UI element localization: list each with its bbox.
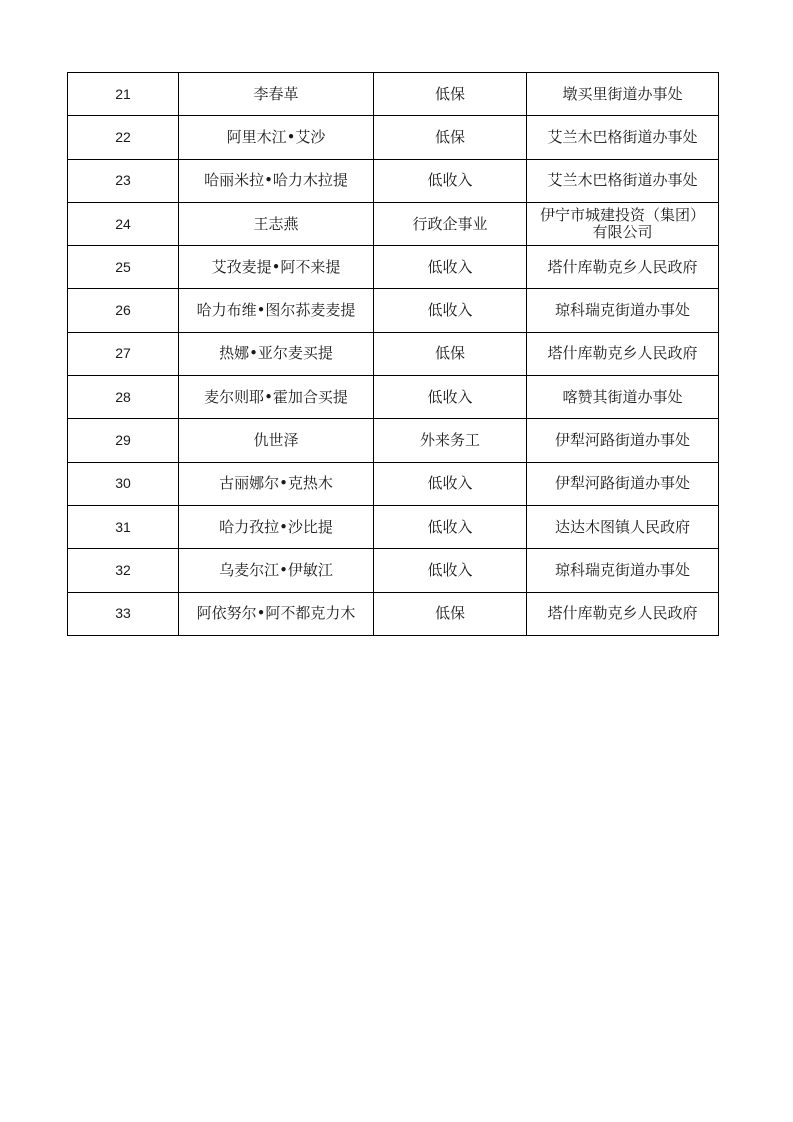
table-row: [68, 462, 719, 505]
unit-line: 伊宁市城建投资（集团）: [539, 206, 705, 225]
unit-cell: [527, 462, 719, 505]
name-cell: 哈力布维•图尔荪麦麦提: [179, 289, 374, 332]
category-cell: 行政企事业: [374, 202, 527, 245]
unit-line: 塔什库勒克乡人民政府: [547, 257, 698, 276]
table-row: [68, 549, 719, 592]
category-cell: 低保: [374, 332, 527, 375]
unit-cell: [527, 73, 719, 116]
name-cell: 王志燕: [179, 202, 374, 245]
unit-line: 艾兰木巴格街道办事处: [547, 171, 698, 190]
table-row: [68, 159, 719, 202]
unit-line: 喀赞其街道办事处: [562, 387, 683, 406]
unit-cell: [527, 505, 719, 548]
unit-cell: [527, 592, 719, 635]
category-cell: 低收入: [374, 376, 527, 419]
unit-line: 塔什库勒克乡人民政府: [547, 344, 698, 363]
unit-cell: [527, 202, 719, 245]
name-cell: 艾孜麦提•阿不来提: [179, 246, 374, 289]
row-number-cell: 21: [68, 73, 179, 116]
name-cell: 仇世泽: [179, 419, 374, 462]
row-number-cell: 25: [68, 246, 179, 289]
row-number-cell: 30: [68, 462, 179, 505]
row-number-cell: 29: [68, 419, 179, 462]
row-number-cell: 28: [68, 376, 179, 419]
row-number-cell: 22: [68, 116, 179, 159]
name-cell: 阿里木江•艾沙: [179, 116, 374, 159]
unit-line: 琼科瑞克街道办事处: [554, 301, 690, 320]
unit-line: 艾兰木巴格街道办事处: [547, 127, 698, 146]
row-number-cell: 31: [68, 505, 179, 548]
unit-cell: [527, 332, 719, 375]
roster-table: [67, 72, 719, 636]
category-cell: 低收入: [374, 549, 527, 592]
name-cell: 哈力孜拉•沙比提: [179, 505, 374, 548]
unit-cell: [527, 419, 719, 462]
name-cell: 古丽娜尔•克热木: [179, 462, 374, 505]
table-row: [68, 202, 719, 245]
table-row: [68, 116, 719, 159]
row-number-cell: 32: [68, 549, 179, 592]
unit-cell: [527, 246, 719, 289]
table-row: [68, 505, 719, 548]
category-cell: 低收入: [374, 159, 527, 202]
category-cell: 低收入: [374, 462, 527, 505]
unit-line: 达达木图镇人民政府: [554, 517, 690, 536]
category-cell: 低保: [374, 592, 527, 635]
unit-cell: [527, 289, 719, 332]
category-cell: 低保: [374, 73, 527, 116]
row-number-cell: 24: [68, 202, 179, 245]
unit-line: 伊犁河路街道办事处: [554, 474, 690, 493]
unit-line: 琼科瑞克街道办事处: [554, 560, 690, 579]
roster-table-body: [68, 73, 719, 636]
unit-line: 塔什库勒克乡人民政府: [547, 604, 698, 623]
name-cell: 麦尔则耶•霍加合买提: [179, 376, 374, 419]
unit-line: 伊犁河路街道办事处: [554, 431, 690, 450]
table-row: [68, 592, 719, 635]
name-cell: 乌麦尔江•伊敏江: [179, 549, 374, 592]
unit-cell: [527, 549, 719, 592]
table-row: [68, 332, 719, 375]
unit-line: 墩买里街道办事处: [562, 84, 683, 103]
name-cell: 阿依努尔•阿不都克力木: [179, 592, 374, 635]
category-cell: 低保: [374, 116, 527, 159]
name-cell: 李春革: [179, 73, 374, 116]
unit-line: 有限公司: [592, 223, 653, 242]
category-cell: 低收入: [374, 289, 527, 332]
unit-cell: [527, 159, 719, 202]
table-row: [68, 289, 719, 332]
category-cell: 低收入: [374, 246, 527, 289]
category-cell: 外来务工: [374, 419, 527, 462]
category-cell: 低收入: [374, 505, 527, 548]
table-row: [68, 73, 719, 116]
row-number-cell: 23: [68, 159, 179, 202]
row-number-cell: 33: [68, 592, 179, 635]
table-row: [68, 376, 719, 419]
name-cell: 热娜•亚尔麦买提: [179, 332, 374, 375]
name-cell: 哈丽米拉•哈力木拉提: [179, 159, 374, 202]
row-number-cell: 26: [68, 289, 179, 332]
unit-cell: [527, 376, 719, 419]
unit-cell: [527, 116, 719, 159]
table-row: [68, 246, 719, 289]
table-row: [68, 419, 719, 462]
row-number-cell: 27: [68, 332, 179, 375]
